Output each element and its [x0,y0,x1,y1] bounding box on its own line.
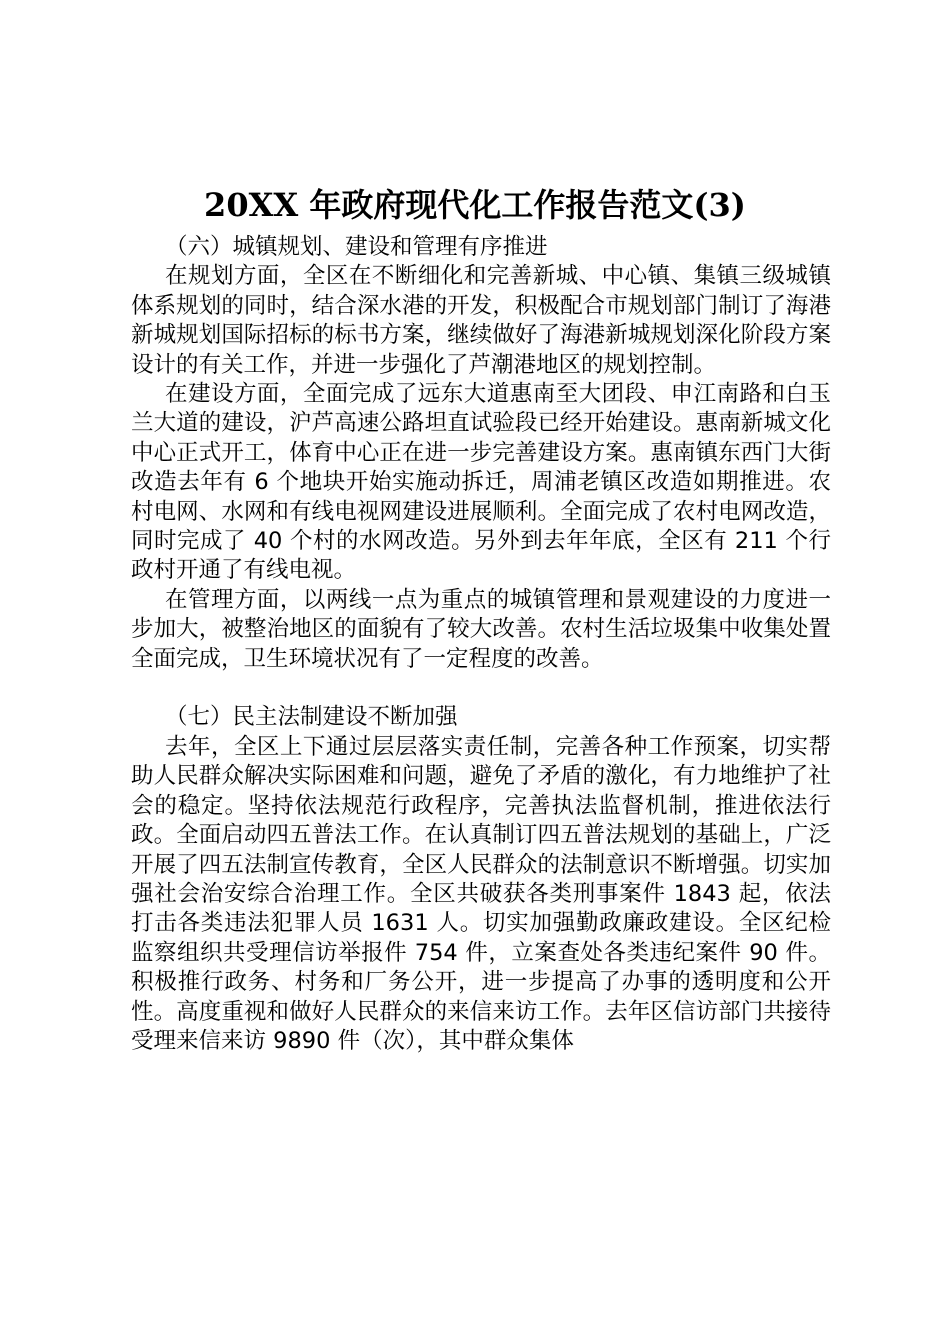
section-heading: （七）民主法制建设不断加强 [165,704,458,731]
document-body [131,233,831,1056]
paragraph: 在管理方面，以两线一点为重点的城镇管理和景观建设的力度进一步加大，被整治地区的面貌有了较大改善。农村生活垃圾集中收集处置全面完成，卫生环境状况有了一定程度的改善。 [131,586,831,672]
paragraph: 在建设方面，全面完成了远东大道惠南至大团段、申江南路和白玉兰大道的建设，沪芦高速公路坦直试验段已经开始建设。惠南新城文化中心正式开工，体育中心正在进一步完善建设方案。惠南镇东西门大街改造去年有 6 个地块开始实施动拆迁，周浦老镇区改造如期推进。农村电网、水网和有线电视网建设进展顺利。全面完成了农村电网改造，同时完成了 40 个村的水网改造。另外到去年年底，全区有 211 个行政村开通了有线电视。 [131,381,831,584]
paragraph: 去年，全区上下通过层层落实责任制，完善各种工作预案，切实帮助人民群众解决实际困难和问题，避免了矛盾的激化，有力地维护了社会的稳定。坚持依法规范行政程序，完善执法监督机制，推进依法行政。全面启动四五普法工作。在认真制订四五普法规划的基础上，广泛开展了四五法制宣传教育，全区人民群众的法制意识不断增强。切实加强社会治安综合治理工作。全区共破获各类刑事案件 1843 起，依法打击各类违法犯罪人员 1631 人。切实加强勤政廉政建设。全区纪检监察组织共受理信访举报件 754 件，立案查处各类违纪案件 90 件。积极推行政务、村务和厂务公开，进一步提高了办事的透明度和公开性。高度重视和做好人民群众的来信来访工作。去年区信访部门共接待受理来信来访 9890 件（次），其中群众集体 [131,733,831,1054]
paragraph-spacer [131,674,831,703]
document-title: 20XX 年政府现代化工作报告范文(3) [204,186,746,224]
section-heading: （六）城镇规划、建设和管理有序推进 [165,234,548,260]
paragraph: 在规划方面，全区在不断细化和完善新城、中心镇、集镇三级城镇体系规划的同时，结合深水港的开发，积极配合市规划部门制订了海港新城规划国际招标的标书方案，继续做好了海港新城规划深化阶段方案设计的有关工作，并进一步强化了芦潮港地区的规划控制。 [131,263,831,378]
